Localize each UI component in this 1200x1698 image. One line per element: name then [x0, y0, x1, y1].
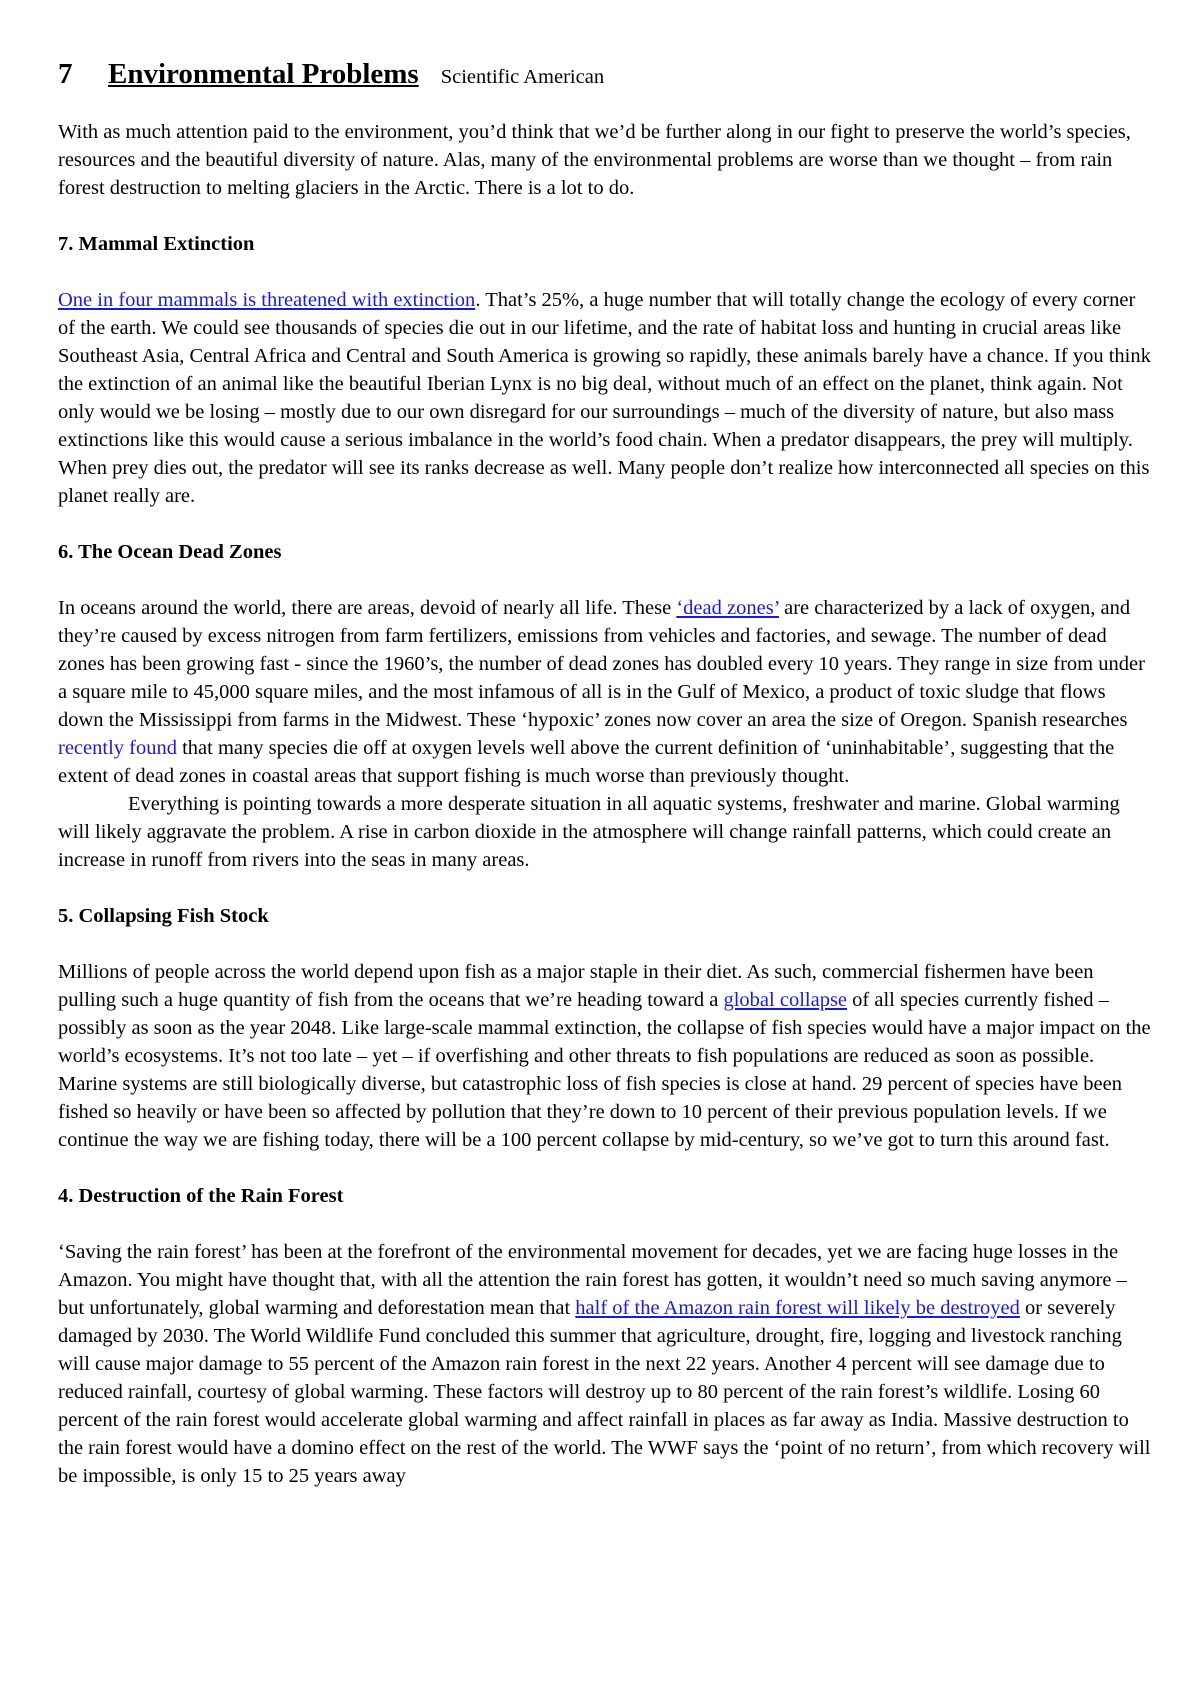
dead-zones-text-3: that many species die off at oxygen levels well above the current definition of ‘uninhabitable’, suggesting that the extent of dead zones in coastal areas that support fishing is much worse than previously thought.	[58, 737, 1115, 787]
section-heading-fish-stock: 5. Collapsing Fish Stock	[58, 905, 269, 927]
dead-zones-text-2: are characterized by a lack of oxygen, and they’re caused by excess nitrogen from farm fertilizers, emissions from vehicles and factories, and sewage. The number of dead zones has been growing fast - since the 1960’s, the number of dead zones has doubled every 10 years. They range in size from under a square mile to 45,000 square miles, and the most infamous of all is in the Gulf of Mexico, a product of toxic sludge that flows down the Mississippi from farms in the Midwest. These ‘hypoxic’ zones now cover an area the size of Oregon. Spanish researches	[58, 597, 1145, 731]
intro-paragraph: With as much attention paid to the environment, you’d think that we’d be further along in our fight to preserve the world’s species, resources and the beautiful diversity of nature. Alas, many of the environmental problems are worse than we thought – from rain forest destruction to melting glaciers in the Arctic. There is a lot to do.	[58, 121, 1131, 199]
mammal-extinction-paragraph	[58, 286, 1153, 510]
document-title	[58, 52, 1153, 96]
rain-forest-paragraph	[58, 1238, 1153, 1490]
dead-zones-text-1: In oceans around the world, there are areas, devoid of nearly all life. These	[58, 597, 677, 619]
title-source: Scientific American	[440, 66, 605, 88]
rain-forest-text-2: or severely damaged by 2030. The World Wildlife Fund concluded this summer that agriculture, drought, fire, logging and livestock ranching will cause major damage to 55 percent of the Amazon rain forest in the next 22 years. Another 4 percent will see damage due to reduced rainfall, courtesy of global warming. These factors will destroy up to 80 percent of the rain forest’s wildlife. Losing 60 percent of the rain forest would accelerate global warming and affect rainfall in places as far away as India. Massive destruction to the rain forest would have a domino effect on the rest of the world. The WWF says the ‘point of no return’, from which recovery will be impossible, is only 15 to 25 years away	[58, 1297, 1151, 1487]
link-amazon-destroyed[interactable]: half of the Amazon rain forest will likely be destroyed	[575, 1297, 1020, 1319]
section-heading-dead-zones: 6. The Ocean Dead Zones	[58, 541, 282, 563]
link-recently-found[interactable]: recently found	[58, 737, 177, 759]
fish-stock-paragraph	[58, 958, 1153, 1154]
document-page	[58, 52, 1153, 1490]
dead-zones-paragraph	[58, 594, 1153, 790]
title-text: Environmental Problems	[108, 58, 419, 90]
section-heading-rain-forest: 4. Destruction of the Rain Forest	[58, 1185, 344, 1207]
link-global-collapse[interactable]: global collapse	[723, 989, 848, 1011]
fish-stock-text-2: of all species currently fished – possibly as soon as the year 2048. Like large-scale mammal extinction, the collapse of fish species would have a major impact on the world’s ecosystems. It’s not too late – yet – if overfishing and other threats to fish populations are reduced as soon as possible. Marine systems are still biologically diverse, but catastrophic loss of fish species is close at hand. 29 percent of species have been fished so heavily or have been so affected by pollution that they’re down to 10 percent of their previous population levels. If we continue the way we are fishing today, there will be a 100 percent collapse by mid-century, so we’ve got to turn this around fast.	[58, 989, 1151, 1151]
title-heading	[58, 58, 419, 90]
dead-zones-paragraph-2: Everything is pointing towards a more desperate situation in all aquatic systems, freshwater and marine. Global warming will likely aggravate the problem. A rise in carbon dioxide in the atmosphere will change rainfall patterns, which could create an increase in runoff from rivers into the seas in many areas.	[58, 793, 1120, 871]
mammal-extinction-text: . That’s 25%, a huge number that will totally change the ecology of every corner of the earth. We could see thousands of species die out in our lifetime, and the rate of habitat loss and hunting in crucial areas like Southeast Asia, Central Africa and Central and South America is growing so rapidly, these animals barely have a chance. If you think the extinction of an animal like the beautiful Iberian Lynx is no big deal, without much of an effect on the planet, think again. Not only would we be losing – mostly due to our own disregard for our surroundings – much of the diversity of nature, but also mass extinctions like this would cause a serious imbalance in the world’s food chain. When a predator disappears, the prey will multiply. When prey dies out, the predator will see its ranks decrease as well. Many people don’t realize how interconnected all species on this planet really are.	[58, 289, 1151, 507]
link-dead-zones[interactable]: ‘dead zones’	[676, 597, 779, 619]
section-heading-mammal-extinction: 7. Mammal Extinction	[58, 233, 255, 255]
rain-forest-text-1: ‘Saving the rain forest’ has been at the forefront of the environmental movement for decades, yet we are facing huge losses in the Amazon. You might have thought that, with all the attention the rain forest has gotten, it wouldn’t need so much saving anymore – but unfortunately, global warming and deforestation mean that	[58, 1241, 1127, 1319]
title-number: 7	[58, 58, 73, 90]
link-mammals-threatened[interactable]: One in four mammals is threatened with extinction	[58, 289, 476, 311]
fish-stock-text-1: Millions of people across the world depend upon fish as a major staple in their diet. As such, commercial fishermen have been pulling such a huge quantity of fish from the oceans that we’re heading toward a	[58, 961, 1094, 1011]
